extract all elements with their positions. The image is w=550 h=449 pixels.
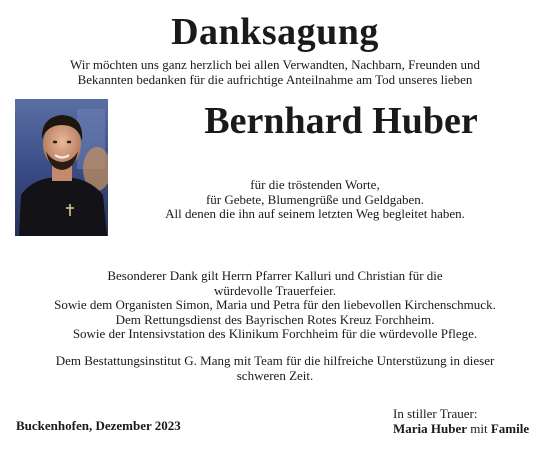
place-date: Buckenhofen, Dezember 2023 [16,418,181,433]
intro-text [20,57,530,87]
thanks-line: Besonderer Dank gilt Herrn Pfarrer Kalluri und Christian für die [107,268,443,283]
notice-heading: Danksagung [171,11,379,53]
thanks-block-1 [140,178,490,222]
thanks-line: Sowie dem Organisten Simon, Maria und Petra für den liebevollen Kirchenschmuck. [54,297,496,312]
mourners-block [393,406,543,436]
mourners-label: In stiller Trauer: [393,406,478,421]
thanks-line: schweren Zeit. [236,368,314,383]
intro-line: Bekannten bedanken für die aufrichtige Anteilnahme am Tod unseres lieben [77,72,473,87]
mourner-name: Maria Huber [393,421,468,436]
thanks-line: Dem Bestattungsinstitut G. Mang mit Team für die hilfreiche Unterstüzung in dieser [55,353,495,368]
thanks-line: für die tröstenden Worte, [250,177,380,192]
thanks-line: All denen die ihn auf seinem letzten Weg begleitet haben. [165,206,465,221]
thanks-line: Sowie der Intensivstation des Klinikum Forchheim für die würdevolle Pflege. [72,326,478,341]
intro-line: Wir möchten uns ganz herzlich bei allen Verwandten, Nachbarn, Freunden und [69,57,481,72]
deceased-name: Bernhard Huber [204,100,478,142]
mourners-line [393,421,543,436]
thanks-block-3 [20,353,530,383]
portrait-photo [15,99,108,236]
thanks-line: Dem Rettungsdienst des Bayrischen Rotes Kreuz Forchheim. [115,311,435,327]
thanks-line: für Gebete, Blumengrüße und Geldgaben. [205,191,425,207]
portrait-illustration [15,99,108,236]
thanks-block-2 [20,269,530,342]
mourners-family: Famile [490,421,530,436]
mourners-connector: mit [467,421,491,436]
thanks-line: würdevolle Trauerfeier. [213,282,337,298]
